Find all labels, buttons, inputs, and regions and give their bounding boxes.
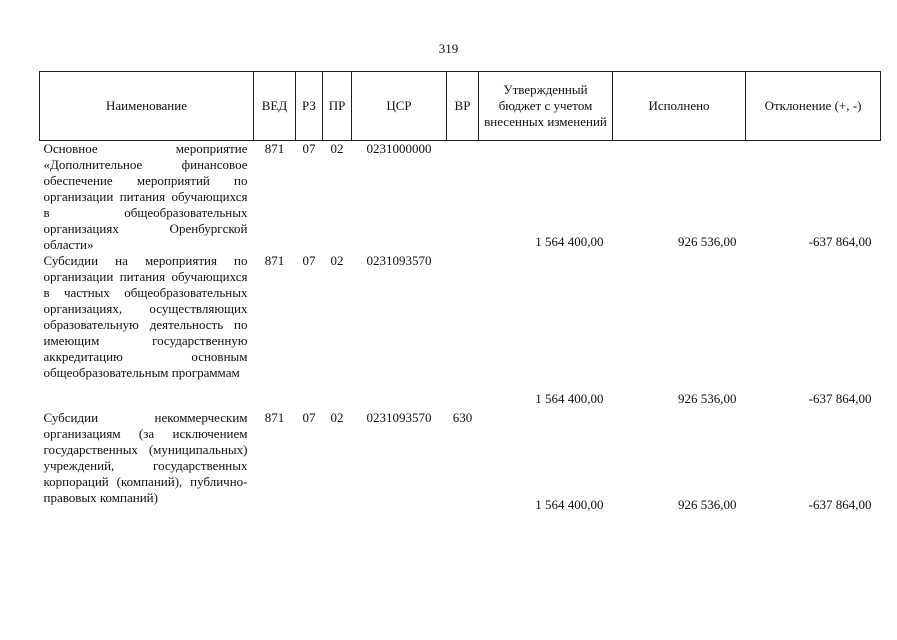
row-pr: 02 [330,253,344,268]
row-name: Субсидии некоммерческим организациям (за исключением государственных (муниципальных) учреждений, государственных корпораций (компаний), публично-правовых компаний) [43,410,248,505]
row-deviation: -637 864,00 [808,234,872,249]
row-vr: 630 [452,410,473,425]
row-rz: 07 [302,141,316,156]
header-approved: Утвержденный бюджет с учетом внесенных изменений [479,72,613,141]
row-name: Основное мероприятие «Дополнительное финансовое обеспечение мероприятий по организации питания обучающихся в общеобразовательных организациях Оренбургской области» [43,141,248,252]
header-rz: РЗ [296,72,323,141]
row-name: Субсидии на мероприятия по организации питания обучающихся в частных общеобразовательных организациях, осуществляющих образовательную деятельность по имеющим государственную аккредитацию основным общеобразовательным программам [43,253,248,380]
header-vr: ВР [447,72,479,141]
row-ved: 871 [264,141,285,156]
table-row [40,253,881,410]
row-csr: 0231000000 [366,141,432,156]
row-ved: 871 [264,253,285,268]
header-deviation: Отклонение (+, -) [746,72,881,141]
row-rz: 07 [302,253,316,268]
row-approved: 1 564 400,00 [535,234,604,249]
row-csr: 0231093570 [366,253,432,268]
row-approved: 1 564 400,00 [535,497,604,512]
row-pr: 02 [330,410,344,425]
header-executed: Исполнено [613,72,746,141]
row-pr: 02 [330,141,344,156]
header-name: Наименование [40,72,254,141]
row-executed: 926 536,00 [678,391,737,406]
row-vr [447,141,479,254]
row-deviation: -637 864,00 [808,497,872,512]
page-number: 319 [438,41,459,56]
row-approved: 1 564 400,00 [535,391,604,406]
table-row [40,410,881,516]
budget-table [39,71,881,516]
row-csr: 0231093570 [366,410,432,425]
row-rz: 07 [302,410,316,425]
row-executed: 926 536,00 [678,234,737,249]
row-executed: 926 536,00 [678,497,737,512]
row-vr [447,253,479,410]
table-row [40,141,881,254]
row-ved: 871 [264,410,285,425]
header-pr: ПР [323,72,352,141]
table-header-row [40,72,881,141]
header-csr: ЦСР [352,72,447,141]
row-deviation: -637 864,00 [808,391,872,406]
header-ved: ВЕД [254,72,296,141]
